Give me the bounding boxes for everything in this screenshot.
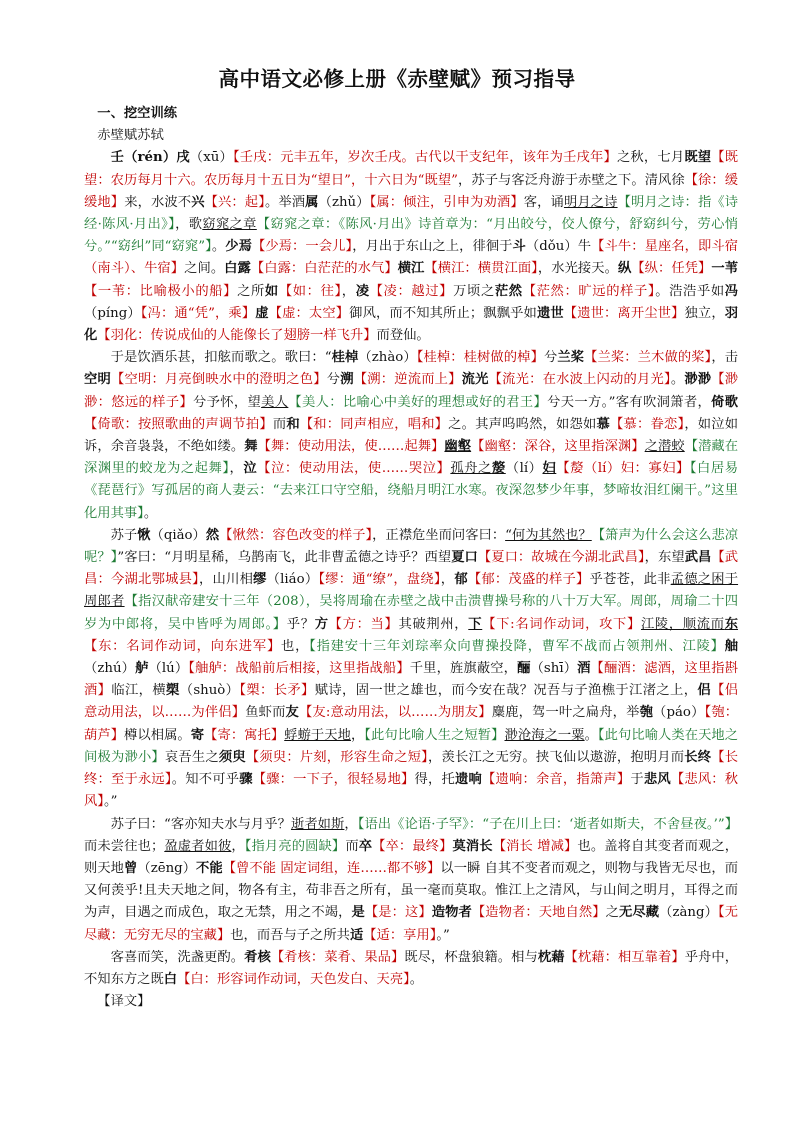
- annotation-note: 【倚歌：按照歌曲的声调节拍】: [84, 416, 273, 432]
- text-run: （xū）: [189, 150, 233, 166]
- annotation-note: 【东：名词作动词，向东进军】: [84, 638, 282, 654]
- keyword: 郁: [454, 572, 468, 588]
- keyword: 羽化: [84, 305, 739, 344]
- text-run: （lí）: [505, 461, 543, 477]
- text-run: 赋诗，固一世之雄也，而今安在哉？况吾与子渔樵于江渚之上，: [314, 683, 698, 699]
- commentary-note: 【指建安十三年刘琮率众向曹操投降，曹军不战而占领荆州、江陵】: [309, 638, 725, 654]
- keyword: 白: [163, 971, 178, 987]
- text-run: 明月之诗: [563, 194, 618, 210]
- keyword: 枕藉: [537, 949, 565, 965]
- annotation-note: 【茫然：旷远的样子】: [522, 283, 656, 299]
- keyword: 慕: [596, 416, 611, 432]
- keyword: 流光: [461, 372, 489, 388]
- text-run: 之潜蛟: [644, 439, 685, 455]
- text-run: 江陵，顺流而: [640, 616, 725, 632]
- commentary-note: 【此句比喻人类在天地之间极为渺小】: [84, 727, 739, 765]
- keyword: 戌: [176, 150, 190, 166]
- keyword: 侣: [697, 683, 712, 699]
- keyword: 舻: [135, 661, 149, 677]
- annotation-note: 【适：享用】: [363, 927, 437, 943]
- keyword: 妇: [542, 461, 557, 477]
- annotation-note: 【肴核：菜肴、果品】: [270, 949, 405, 965]
- commentary-note: 【指月亮的圆缺】: [244, 838, 346, 854]
- text-run: 既尽，杯盘狼籍。相与: [404, 949, 538, 965]
- text-run: ，如泣如诉，余音袅袅，不绝如缕。: [84, 416, 739, 455]
- text-run: （liáo）: [266, 572, 319, 588]
- byline: 赤壁赋苏轼: [97, 128, 164, 144]
- text-run: ”客曰：“月明星稀，乌鹊南飞，此非曹孟德之诗乎？西望: [117, 550, 452, 566]
- text-run: 。: [670, 372, 685, 388]
- commentary-note: 【箫声为什么会这么悲凉呢？】: [84, 527, 739, 566]
- text-run: 客喜而笑，洗盏更酌。: [110, 949, 245, 965]
- keyword: 茫然: [494, 283, 523, 299]
- text-run: 。”: [103, 794, 118, 810]
- keyword: 和: [286, 416, 300, 432]
- keyword: 长终: [684, 749, 712, 765]
- text-run: 。举酒: [264, 194, 306, 210]
- keyword: 寄: [190, 727, 205, 743]
- keyword: 属: [305, 194, 319, 210]
- annotation-note: 【纵：任凭】: [631, 261, 712, 277]
- keyword: 曾: [124, 860, 138, 876]
- keyword: 斗: [512, 239, 526, 255]
- keyword: 舳: [724, 638, 739, 654]
- keyword: 如: [264, 283, 279, 299]
- passage-paragraph: [84, 525, 738, 814]
- text-run: （zēng）: [137, 860, 197, 876]
- text-run: 窈窕之章: [202, 217, 257, 233]
- annotation-note: 【斗牛：星座名，即斗宿（南斗）、牛宿】: [84, 239, 739, 277]
- text-run: ，: [341, 283, 356, 299]
- annotation-note: 【徐：缓缓地】: [84, 172, 739, 210]
- keyword: 遗响: [455, 772, 482, 788]
- keyword: 缪: [253, 572, 267, 588]
- annotation-note: 【虚：太空】: [268, 305, 350, 321]
- keyword: 舞: [244, 439, 258, 455]
- text-run: 蜉蝣于天地: [284, 727, 351, 743]
- text-run: 临江，横: [111, 683, 167, 699]
- keyword: 白露: [224, 261, 251, 277]
- keyword: 肴核: [244, 949, 271, 965]
- keyword: 一苇: [711, 261, 739, 277]
- keyword: 桂棹: [331, 350, 359, 366]
- annotation-note: 【槊：长矛】: [239, 683, 315, 699]
- annotation-note: 【和：同声相应，唱和】: [299, 416, 449, 432]
- annotation-note: 【须臾：片刻，形容生命之短】: [245, 749, 429, 765]
- keyword: 兰桨: [557, 350, 585, 366]
- passage-paragraph: [84, 814, 738, 947]
- text-run: ，: [231, 838, 245, 854]
- text-run: （zàng）: [659, 905, 718, 921]
- annotation-note: 【幽壑：深谷，这里指深渊】: [471, 439, 645, 455]
- text-run: ，击: [711, 350, 739, 366]
- text-run: 盈虚者如彼: [164, 838, 232, 854]
- text-run: ，正襟危坐而问客曰：: [372, 527, 506, 543]
- annotation-note: 【方：当】: [328, 616, 399, 632]
- annotation-note: 【白露：白茫茫的水气】: [250, 261, 398, 277]
- text-run: 独立，: [684, 305, 725, 321]
- keyword: 幽壑: [444, 439, 472, 455]
- keyword: 然: [205, 527, 220, 543]
- commentary-note: 【白居易《琵琶行》写孤居的商人妻云：“去来江口守空船，绕船月明江水寒。夜深忽梦少年事，梦啼妆泪红阑干。”这里化用其事】: [84, 461, 739, 521]
- keyword: 匏: [639, 705, 654, 721]
- annotation-note: 【舳舻：战船前后相接，这里指战船】: [188, 661, 410, 677]
- keyword: 泣: [243, 461, 258, 477]
- text-run: ，山川相: [199, 572, 254, 588]
- annotation-note: 【缪：通“缭”，盘绕】: [318, 572, 441, 588]
- annotation-note: 【属：倾注，引申为劝酒】: [369, 194, 524, 210]
- text-run: 得，托: [414, 772, 456, 788]
- passage-paragraph: [84, 947, 738, 991]
- text-run: 之: [605, 905, 619, 921]
- text-run: 。浩浩乎如: [655, 283, 725, 299]
- text-run: （dǒu）牛: [525, 239, 592, 255]
- text-run: 万顷之: [453, 283, 495, 299]
- text-run: 而: [345, 838, 359, 854]
- text-run: 。”: [436, 927, 450, 943]
- annotation-note: 【造物者：天地自然】: [471, 905, 606, 921]
- commentary-note: 【窈窕之章：《陈风·月出》诗首章为：“月出皎兮，佼人僚兮，舒窈纠兮，劳心悄兮。”“窈纠”同“窈窕”】: [84, 217, 739, 255]
- annotation-note: 【兴：起】: [204, 194, 265, 210]
- annotation-note: 【渺渺：悠远的样子】: [84, 372, 739, 410]
- text-run: 千里，旌旗蔽空，: [409, 661, 518, 677]
- annotation-note: 【无尽藏：无穷无尽的宝藏】: [84, 905, 738, 943]
- text-run: 以一瞬 自其不变者而观之，则物与我皆无尽也，而又何羡乎!且夫天地之间，物各有主，苟非吾之所有，虽一毫而莫取。惟江上之清风，与山间之明月，耳得之而为声，目遇之而成色，取之无禁，用之不竭，: [84, 860, 739, 921]
- keyword: 友: [285, 705, 299, 721]
- keyword: 溯: [340, 372, 354, 388]
- keyword: 槊: [166, 683, 180, 699]
- annotation-note: 【枕藉：相互靠着】: [564, 949, 685, 965]
- text-run: （zhǔ）: [318, 194, 370, 210]
- annotation-note: 【骤：一下子，很轻易地】: [252, 772, 415, 788]
- keyword: 纵: [617, 261, 632, 277]
- text-run: 御风，而不知其所止；飘飘乎如: [349, 305, 537, 321]
- text-run: （shuò）: [179, 683, 240, 699]
- keyword: 渺渺: [684, 372, 712, 388]
- keyword: 适: [349, 927, 364, 943]
- annotation-note: 【悲风：秋风】: [84, 772, 739, 810]
- text-run: 孟德之困于周郎者: [84, 572, 739, 610]
- annotation-note: 【如：往】: [278, 283, 342, 299]
- keyword: 兴: [191, 194, 205, 210]
- annotation-note: 【泣：使动用法，使……哭泣】: [257, 461, 451, 477]
- keyword: 横江: [397, 261, 425, 277]
- keyword: 倚歌: [711, 394, 739, 410]
- keyword: 遗世: [536, 305, 564, 321]
- keyword: 少焉: [225, 239, 252, 255]
- annotation-note: 【卒：最终】: [372, 838, 453, 854]
- text-run: 乎舟中，不知东方之既: [84, 949, 739, 987]
- text-run: 苏子: [110, 527, 138, 543]
- annotation-note: 【溯：逆流而上】: [353, 372, 462, 388]
- annotation-note: 【羽化：传说成仙的人能像长了翅膀一样飞升】: [97, 328, 377, 344]
- keyword: 壬（rén）: [110, 150, 177, 166]
- keyword: 东: [724, 616, 739, 632]
- annotation-note: 【一苇：比喻极小的船】: [84, 283, 238, 299]
- annotation-note: 【壬戌：元丰五年，岁次壬戌。古代以干支纪年，该年为壬戌年】: [232, 150, 617, 166]
- text-run: 来，水波不: [124, 194, 192, 210]
- text-run: 樽以相属。: [124, 727, 191, 743]
- keyword: 酾: [517, 661, 531, 677]
- text-run: 麋鹿，驾一叶之扁舟，举: [491, 705, 640, 721]
- text-run: 鱼虾而: [245, 705, 286, 721]
- annotation-note: 【流光：在水波上闪动的月光】: [488, 372, 671, 388]
- text-run: ，: [350, 727, 365, 743]
- text-run: 兮予怀，望: [192, 394, 262, 410]
- text-run: ，: [440, 572, 455, 588]
- annotation-note: 【少焉：一会儿】: [251, 239, 353, 255]
- annotation-note: 【郁：茂盛的样子】: [467, 572, 590, 588]
- keyword: 虚: [255, 305, 269, 321]
- text-run: 而: [272, 416, 287, 432]
- keyword: 空明: [84, 372, 111, 388]
- annotation-note: 【冯：通“凭”，乘】: [140, 305, 256, 321]
- text-run: 于是饮酒乐甚，扣舷而歌之。歌曰：“: [110, 350, 332, 366]
- text-run: （zhào）: [358, 350, 417, 366]
- text-run: （qiǎo）: [150, 527, 206, 543]
- keyword: 悲风: [643, 772, 671, 788]
- annotation-note: 【嫠（lí）妇：寡妇】: [556, 461, 690, 477]
- text-run: ，苏子与客泛舟游于赤壁之下。清风徐: [457, 172, 685, 188]
- keyword: 无尽藏: [619, 905, 660, 921]
- annotation-note: 【横江：横贯江面】: [424, 261, 538, 277]
- commentary-note: 【指汉献帝建安十三年（208），吴将周瑜在赤壁之战中击溃曹操号称的八十万大军。周郎，周瑜二十四岁为中郎将，吴中皆呼为周郎。】: [84, 594, 739, 632]
- text-run: 之间。: [184, 261, 225, 277]
- keyword: 卒: [358, 838, 373, 854]
- text-run: 兮天一方。”客有吹洞箫者，: [547, 394, 712, 410]
- text-run: 兮: [326, 372, 341, 388]
- annotation-note: 【消长 增减】: [492, 838, 578, 854]
- text-run: 。: [211, 239, 226, 255]
- keyword: 凌: [355, 283, 370, 299]
- text-run: 乎苍苍，此非: [589, 572, 671, 588]
- commentary-note: 【潜藏在深渊里的蛟龙为之起舞】: [84, 439, 739, 477]
- annotation-note: 【遗响：余音，指箫声】: [482, 772, 631, 788]
- annotation-note: 【愀然：容色改变的样子】: [219, 527, 373, 543]
- text-run: ，: [229, 461, 244, 477]
- text-run: 逝者如斯: [290, 816, 345, 832]
- annotation-note: 【匏：葫芦】: [84, 705, 739, 743]
- keyword: 嫠: [491, 461, 506, 477]
- text-run: 也，而吾与子之所共: [230, 927, 350, 943]
- text-run: 之所: [237, 283, 265, 299]
- commentary-note: 【此句比喻人生之短暂】: [364, 727, 505, 743]
- text-run: ，羡长江之无穷。挟飞仙以遨游，抱明月而: [428, 749, 685, 765]
- commentary-note: 【明月之诗：指《诗经·陈风·月出》】: [84, 194, 739, 233]
- commentary-note: 【语出《论语·子罕》：“子在川上曰：‘逝者如斯夫，不舍昼夜。’”】: [357, 816, 739, 832]
- keyword: 酒: [577, 661, 591, 677]
- text-run: 其破荆州，: [398, 616, 469, 632]
- text-run: 也，: [281, 638, 310, 654]
- text-run: （shī）: [530, 661, 578, 677]
- keyword: 是: [351, 905, 365, 921]
- annotation-note: 【凌：越过】: [369, 283, 454, 299]
- text-run: 于: [630, 772, 644, 788]
- keyword: 方: [314, 616, 329, 632]
- text-run: ，水光接天。: [537, 261, 618, 277]
- annotation-note: 【遗世：离开尘世】: [563, 305, 685, 321]
- text-run: 苏子曰：“客亦知夫水与月乎？: [110, 816, 291, 832]
- passage-paragraph: [84, 147, 738, 347]
- keyword: 武昌: [684, 550, 712, 566]
- keyword: 须臾: [218, 749, 246, 765]
- annotation-note: 【友:意动用法，以……为朋友】: [298, 705, 492, 721]
- text-run: 美人: [261, 394, 289, 410]
- text-run: “何为其然也？: [505, 527, 592, 543]
- text-run: 乎？: [286, 616, 315, 632]
- passage-paragraphs: [84, 147, 738, 991]
- keyword: 既望: [684, 150, 712, 166]
- section-heading: 一、挖空训练: [97, 106, 178, 121]
- annotation-note: 【长终：至于永远】: [84, 749, 739, 788]
- document-body: [84, 103, 738, 1013]
- keyword: 下: [468, 616, 483, 632]
- text-run: 渺沧海之一粟: [504, 727, 585, 743]
- passage-paragraph: [84, 347, 738, 525]
- text-run: ，东望: [644, 550, 685, 566]
- annotation-note: 【舞：使动用法，使……起舞】: [257, 439, 445, 455]
- annotation-note: 【夏口：故城在今湖北武昌】: [477, 550, 645, 566]
- annotation-note: 【白：形容词作动词，天色发白、天亮】: [177, 971, 410, 987]
- text-run: 客，诵: [523, 194, 564, 210]
- text-run: ，歌: [175, 217, 203, 233]
- annotation-note: 【侣 意动用法，以……为伴侣】: [84, 683, 739, 721]
- annotation-note: 【寄：寓托】: [204, 727, 285, 743]
- text-run: （zhú）: [84, 661, 136, 677]
- translation-heading: 【译文】: [97, 994, 151, 1010]
- keyword: 愀: [137, 527, 151, 543]
- annotation-note: 【空明：月亮倒映水中的澄明之色】: [110, 372, 327, 388]
- commentary-note: 【美人：比喻心中美好的理想或好的君王】: [288, 394, 548, 410]
- text-run: 。: [409, 971, 424, 987]
- text-run: ，月出于东山之上，徘徊于: [352, 239, 513, 255]
- text-run: （lú）: [148, 661, 189, 677]
- keyword: 造物者: [431, 905, 472, 921]
- keyword: 夏口: [451, 550, 478, 566]
- text-run: ，: [344, 816, 358, 832]
- annotation-note: 【曾不能 固定词组，连……都不够】: [222, 860, 441, 876]
- annotation-note: 【下:名词作动词，攻下】: [482, 616, 641, 632]
- text-run: （páo）: [653, 705, 705, 721]
- annotation-note: 【既望：农历每月十六。农历每月十五日为“望日”，十六日为“既望”: [84, 150, 739, 188]
- text-run: 兮: [543, 350, 558, 366]
- keyword: 不能: [196, 860, 223, 876]
- text-run: 。: [584, 727, 598, 743]
- keyword: 冯: [724, 283, 739, 299]
- keyword: 骤: [239, 772, 253, 788]
- text-run: 。: [143, 505, 158, 521]
- text-run: 也。盖将自其变者而观之，则天地: [84, 838, 739, 876]
- annotation-note: 【兰桨：兰木做的桨】: [584, 350, 712, 366]
- annotation-note: 【桂棹：桂树做的棹】: [416, 350, 544, 366]
- annotation-note: 【是：这】: [364, 905, 432, 921]
- text-run: 。知不可乎: [171, 772, 240, 788]
- annotation-note: 【慕：眷恋】: [610, 416, 685, 432]
- text-run: 哀吾生之: [164, 749, 219, 765]
- text-run: 之。其声呜呜然，如怨如: [448, 416, 597, 432]
- text-run: （píng）: [84, 305, 141, 321]
- annotation-note: 【武昌：今湖北鄂城县】: [84, 550, 739, 588]
- text-run: 而未尝往也；: [84, 838, 165, 854]
- annotation-note: 【酾酒：滤酒，这里指斟酒】: [84, 661, 739, 699]
- text-run: 孤舟之: [450, 461, 492, 477]
- keyword: 莫消长: [452, 838, 493, 854]
- text-run: 之秋，七月: [616, 150, 685, 166]
- text-run: 而登仙。: [376, 328, 430, 344]
- page-title: 高中语文必修上册《赤壁赋》预习指导: [218, 67, 576, 91]
